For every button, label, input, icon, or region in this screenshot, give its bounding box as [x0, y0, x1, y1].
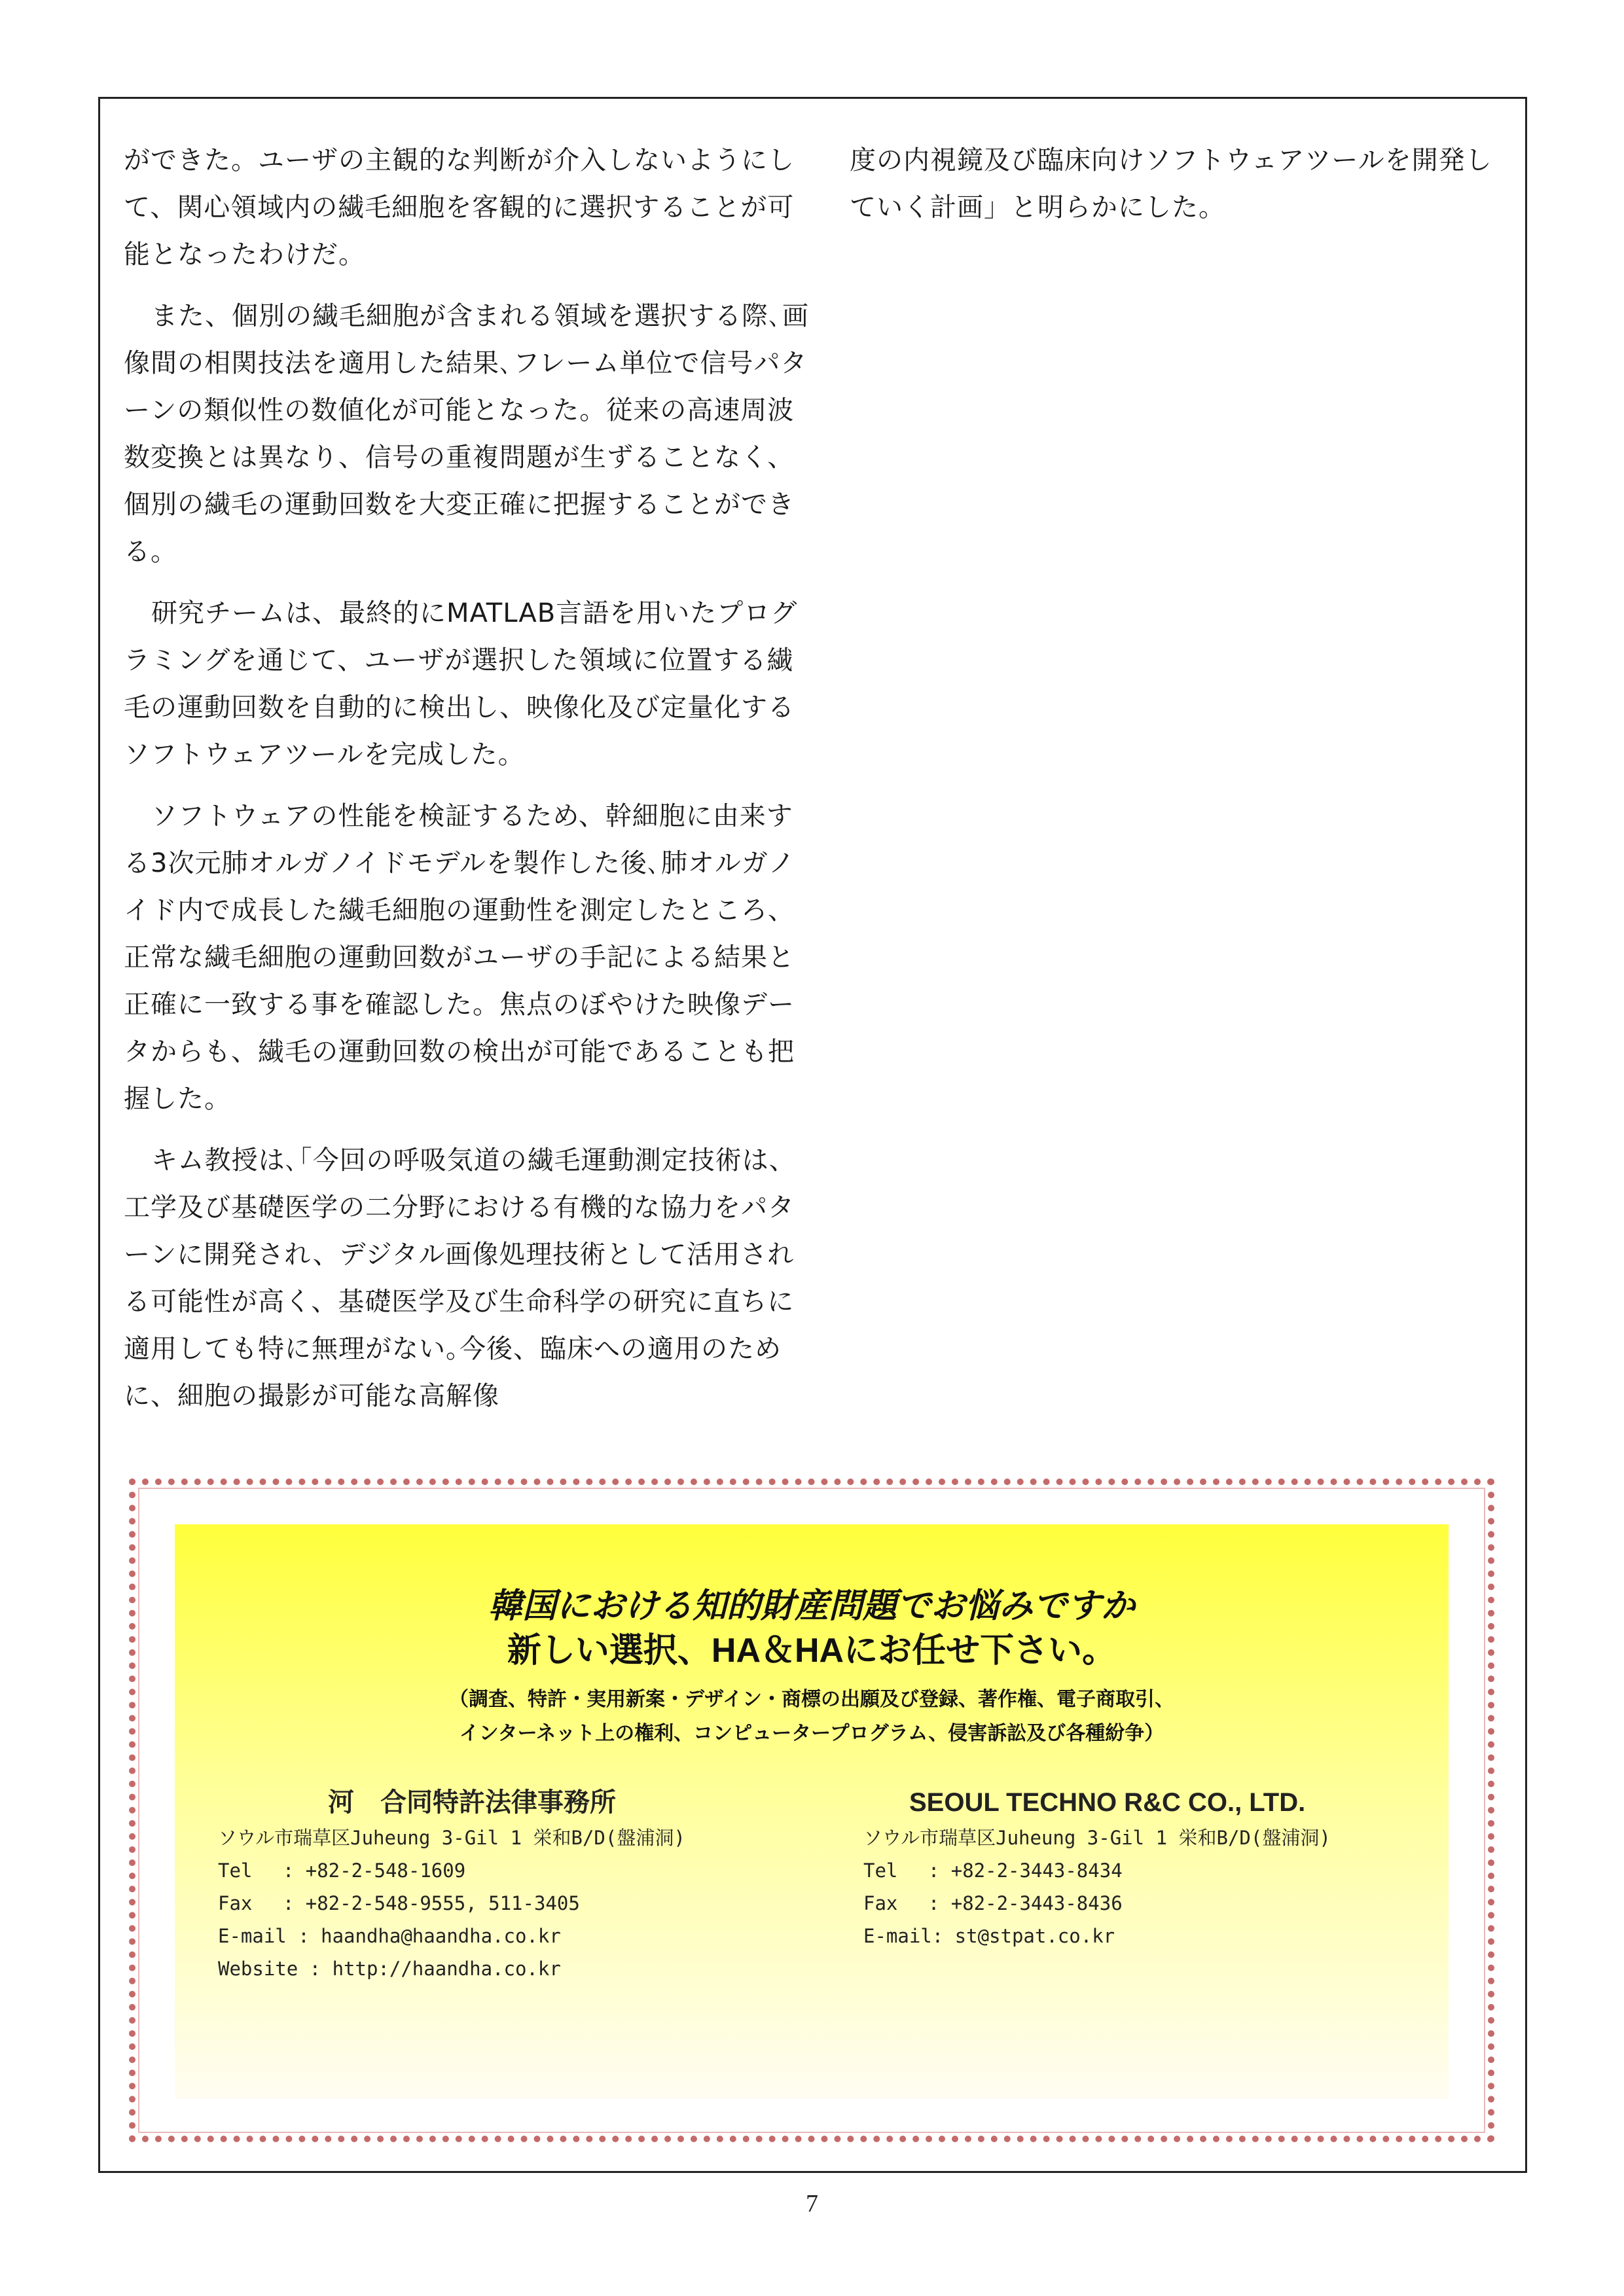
firm-address: ソウル市瑞草区Juheung 3-Gil 1 栄和B/D(盤浦洞): [863, 1827, 1331, 1849]
firm-website[interactable]: Website : http://haandha.co.kr: [218, 1958, 561, 1980]
paragraph: また、個別の繊毛細胞が含まれる領域を選択する際､画像間の相関技法を適用した結果､フレーム単位で信号パターンの類似性の数値化が可能となった。従来の高速周波数変換とは異なり、信号の重複問題が生ずることなく、個別の繊毛の運動回数を大変正確に把握することができる。: [124, 301, 809, 567]
firm-fax: Fax : +82-2-548-9555, 511-3405: [218, 1892, 580, 1914]
page-frame: [98, 97, 1527, 2173]
firm-email[interactable]: E-mail: st@stpat.co.kr: [863, 1925, 1115, 1947]
paragraph: 度の内視鏡及び臨床向けソフトウェアツールを開発していく計画」と明らかにした。: [850, 145, 1492, 223]
firm-email[interactable]: E-mail : haandha@haandha.co.kr: [218, 1925, 561, 1947]
paragraph: ソフトウェアの性能を検証するため、幹細胞に由来する3次元肺オルガノイドモデルを製作した後､肺オルガノイド内で成長した繊毛細胞の運動性を測定したところ、正常な繊毛細胞の運動回数がユーザの手記による結果と正確に一致する事を確認した。焦点のぼやけた映像データからも、繊毛の運動回数の検出が可能であることも把握した。: [124, 801, 795, 1114]
page-number: 7: [806, 2190, 818, 2217]
firm-fax: Fax : +82-2-3443-8436: [863, 1892, 1123, 1914]
firm-name: 河 合同特許法律事務所: [328, 1788, 616, 1817]
firm-tel: Tel : +82-2-3443-8434: [863, 1859, 1123, 1882]
firm-name: SEOUL TECHNO R&C CO., LTD.: [909, 1788, 1306, 1817]
paragraph: 研究チームは、最終的にMATLAB言語を用いたプログラミングを通じて、ユーザが選択した領域に位置する繊毛の運動回数を自動的に検出し、映像化及び定量化するソフトウェアツールを完成した。: [124, 598, 798, 770]
firm-tel: Tel : +82-2-548-1609: [218, 1859, 466, 1882]
firm-address: ソウル市瑞草区Juheung 3-Gil 1 栄和B/D(盤浦洞): [218, 1827, 685, 1849]
right-column: [850, 137, 1511, 245]
paragraph: ができた。ユーザの主観的な判断が介入しないようにして、関心領域内の繊毛細胞を客観的に選択することが可能となったわけだ。: [124, 145, 795, 270]
left-column: [124, 137, 812, 1434]
firm-contact-seoul-techno: [863, 1785, 1453, 1952]
ad-subheadline: 新しい選択、HA＆HAにお任せ下さい。: [507, 1632, 1117, 1670]
advertisement-panel: [175, 1524, 1449, 2099]
ad-headline: 韓国における知的財産問題でお悩みですか: [488, 1587, 1135, 1625]
paragraph: キム教授は､｢今回の呼吸気道の繊毛運動測定技術は、工学及び基礎医学の二分野における有機的な協力をパターンに開発され、デジタル画像処理技術として活用される可能性が高く、基礎医学及び生命科学の研究に直ちに適用しても特に無理がない｡今後、臨床への適用のために、細胞の撮影が可能な高解像: [124, 1145, 796, 1411]
firm-contact-haandha: [218, 1785, 846, 1985]
ad-services-line: インターネット上の権利、コンピュータープログラム、侵害訴訟及び各種紛争）: [459, 1722, 1164, 1745]
ad-services-line: （調査、特許・実用新案・デザイン・商標の出願及び登録、著作権、電子商取引、: [449, 1688, 1174, 1711]
advertisement-box: [129, 1479, 1494, 2142]
